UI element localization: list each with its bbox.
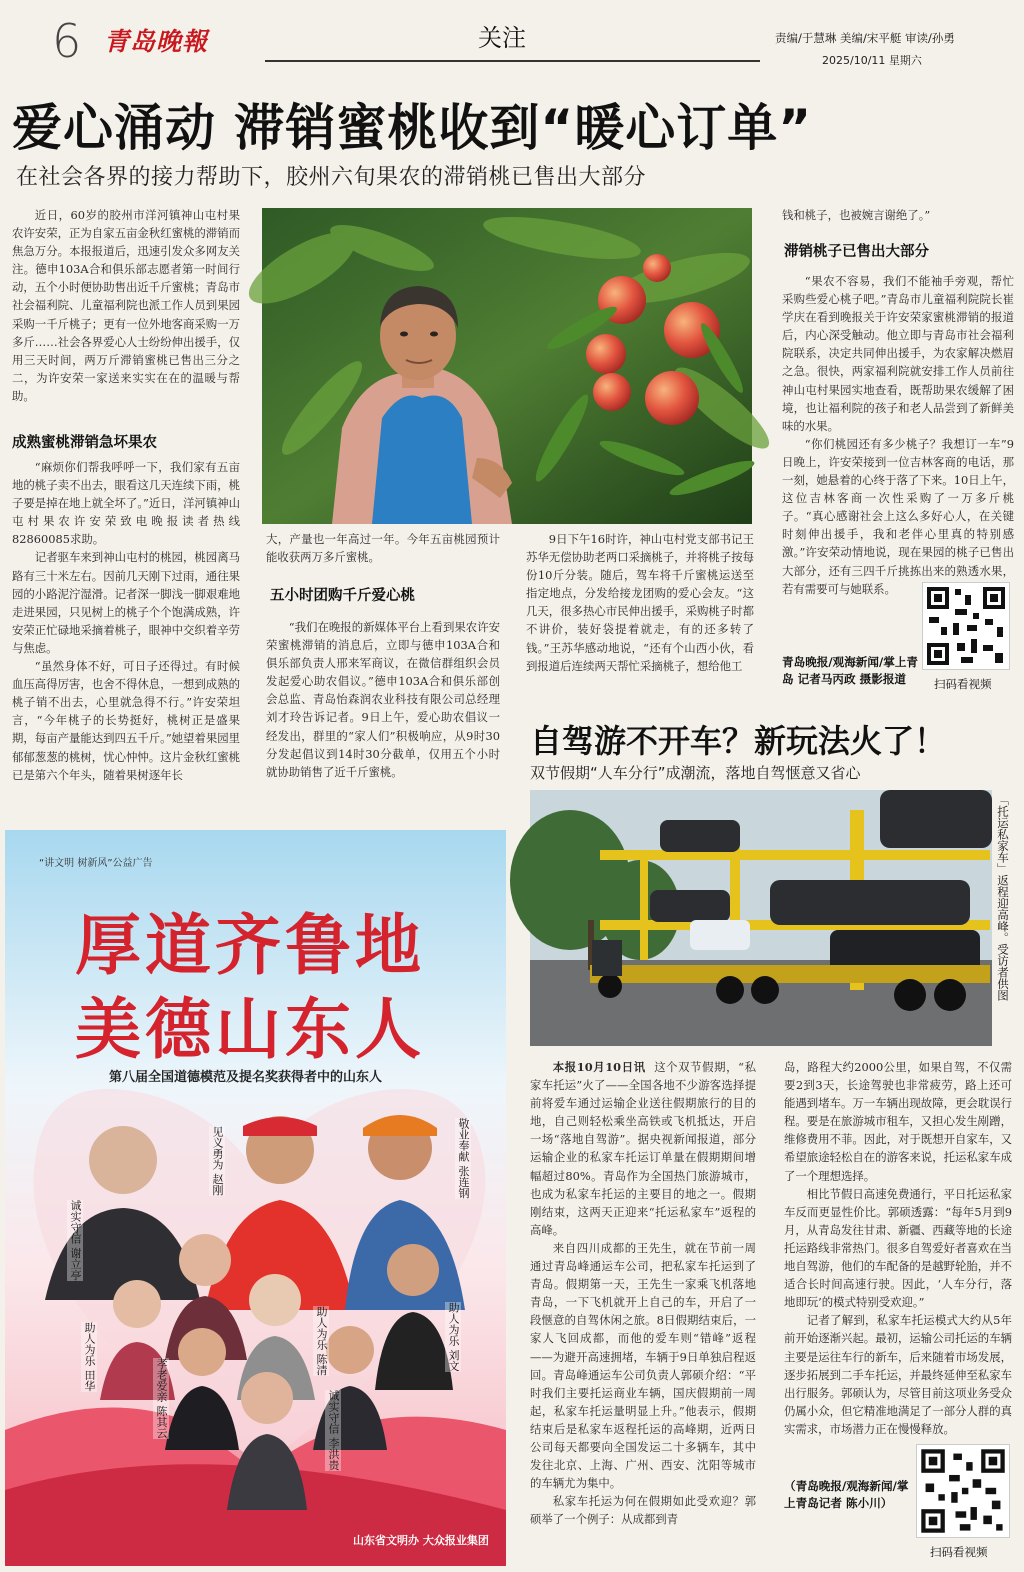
page-number: 6 — [52, 14, 82, 68]
paragraph: 岛，路程大约2000公里，如果自驾，不仅需要2到3天，长途驾驶也非常疲劳，路上还可能遇到堵车。万一车辆出现故障，更会耽误行程。要是在旅游城市租车，又担心发生剐蹭，维修费用不菲。因此，对于既想开自家车，又希望旅途轻松自在的游客来说，托运私家车成了一个理想选择。 — [784, 1060, 1012, 1183]
paragraph: “虽然身体不好，可日子还得过。有时候血压高得厉害，也舍不得休息，一想到成熟的桃子销不出去，心里就急得不行。”许安荣坦言，“今年桃子的长势挺好，桃树正是盛果期，每亩产量能达到四五千斤。”她望着果园里郁郁葱葱的桃树，忧心忡忡。这片金秋红蜜桃已是第六个年头，随着果树逐年长 — [12, 659, 240, 782]
ad-footer: 山东省文明办 大众报业集团 — [353, 1534, 489, 1547]
main-headline: 爱心涌动 滞销蜜桃收到“暖心订单” — [12, 99, 813, 157]
story1-column-4 — [782, 272, 1014, 596]
qr-code-video-1[interactable] — [922, 582, 1010, 670]
qr-caption-1: 扫码看视频 — [934, 677, 992, 691]
public-service-ad — [5, 830, 506, 1566]
honoree-name: 见义勇为 赵刚 — [211, 1126, 224, 1196]
ad-title-line2: 美德山东人 — [75, 990, 425, 1068]
subheading-mostly-sold: 滞销桃子已售出大部分 — [784, 244, 929, 260]
lead-text: 近日，60岁的胶州市洋河镇神山屯村果农许安荣，正为自家五亩金秋红蜜桃的滞销而焦急万分。本报报道后，迅速引发众多网友关注。德申103A合和俱乐部志愿者第一时间行动，五个小时便协助售出近千斤蜜桃；青岛市社会福利院、儿童福利院也派工作人员到果园采购一千斤桃子；更有一位外地客商采购一万多斤……社会各界爱心人士纷纷伸出援手，仅用三天时间，两万斤滞销蜜桃已售出三分之二，为许安荣一家送来实实在在的温暖与帮助。 — [12, 208, 240, 403]
story2-byline: （青岛晚报/观海新闻/掌上青岛记者 陈小川） — [784, 1479, 909, 1510]
paragraph: “果农不容易，我们不能袖手旁观，帮忙采购些爱心桃子吧。”青岛市儿童福利院院长崔学庆在看到晚报关于许安荣家蜜桃滞销的报道后，内心深受触动。他立即与青岛市社会福利院联系，决定共同伸出援手，为农家解决燃眉之急。很快，两家福利院就安排工作人员前往神山屯村果园实地查看，既帮助果农缓解了困境，也让福利院的孩子和老人品尝到了新鲜美味的水果。 — [782, 274, 1014, 433]
paragraph: “我们在晚报的新媒体平台上看到果农许安荣蜜桃滞销的消息后，立即与德申103A合和俱乐部负责人邢来军商议，在微信群组织会员发起爱心助农倡议。”德申103A合和俱乐部创会总监、青岛怡森润农业科技有限公司总经理刘才玲告诉记者。9日上午，爱心助农倡议一经发出，群里的“家人们”积极响应，从9时30分发起倡议到14时30分截单，仅用五个小时就协助销售了近千斤蜜桃。 — [266, 620, 500, 779]
story1-column-1 — [12, 458, 240, 816]
story1-column-4-top — [782, 206, 1014, 226]
ad-title-line1: 厚道齐鲁地 — [75, 906, 425, 984]
issue-date: 2025/10/11 星期六 — [822, 54, 922, 67]
story1-column-2-top — [266, 530, 500, 570]
story2-column-2 — [784, 1058, 1012, 1438]
paragraph: 相比节假日高速免费通行，平日托运私家车反而更显性价比。郭硕透露：“每年5月到9月，从青岛发往甘肃、新疆、西藏等地的长途托运路线非常热门。很多自驾爱好者喜欢在当地自驾游，他们的车配备的是越野轮胎，并不适合长时间高速行驶。因此，‘人车分行，落地即玩’的模式特别受欢迎。” — [784, 1186, 1012, 1310]
photo-peach-farmer — [262, 208, 752, 524]
paragraph: “麻烦你们帮我呼呼一下，我们家有五亩地的桃子卖不出去，眼看这几天连续下雨，桃子要是掉在地上就全坏了。”近日，洋河镇神山屯村果农许安荣致电晚报读者热线82860085求助。 — [12, 460, 240, 547]
photo-caption-car: 「托运私家车」返程迎高峰。受访者供图 — [996, 794, 1010, 1001]
story1-byline: 青岛晚报/观海新闻/掌上青岛 记者马丙政 摄影报道 — [782, 655, 919, 686]
dateline: 本报10月10日讯 — [552, 1060, 646, 1074]
honoree-name: 诚实守信 谢立亭 — [69, 1200, 82, 1281]
editor-credits: 责编/于慧琳 美编/宋平艇 审读/孙勇 — [775, 31, 955, 45]
honoree-name: 孝老爱亲 陈其云 — [155, 1358, 168, 1439]
paragraph — [530, 1058, 756, 1239]
ad-tag: “讲文明 树新风”公益广告 — [39, 858, 153, 869]
lead-paragraph — [12, 206, 240, 422]
subheading-group-buy: 五小时团购千斤爱心桃 — [270, 588, 415, 604]
paragraph: 9日下午16时许，神山屯村党支部书记王苏华无偿协助老两口采摘桃子，并将桃子按每份10斤分装。随后，驾车将千斤蜜桃运送至指定地点，分发给接龙团购的爱心会友。“这几天，很多热心市民伸出援手，采购桃子时都不讲价，装好袋提着就走，有的还多转了钱。”王苏华感动地说，“还有个山西小伙，看到报道后连续两天帮忙采摘桃子，想给他工 — [526, 532, 754, 673]
honoree-name: 助人为乐 田华 — [83, 1322, 96, 1392]
main-subheadline: 在社会各界的接力帮助下，胶州六旬果农的滞销桃已售出大部分 — [16, 165, 647, 190]
paragraph: 私家车托运为何在假期如此受欢迎？郭硕举了一个例子：从成都到青 — [530, 1494, 756, 1527]
honoree-name: 诚实守信 李洪贵 — [327, 1390, 340, 1471]
honoree-name: 敬业奉献 张连钢 — [457, 1118, 470, 1199]
story2-subheadline: 双节假期“人车分行”成潮流，落地自驾惬意又省心 — [530, 764, 861, 782]
paragraph: “你们桃园还有多少桃子？我想订一车”9日晚上，许安荣接到一位吉林客商的电话，那一刻，她悬着的心终于落了下来。10日上午，这位吉林客商一次性采购了一万多斤桃子。“真心感谢社会上这么多好心人，在关键时刻伸出援手，我和老伴心里真的特别感激。”许安荣动情地说，现在果园的桃子已售出大部分，还有三四千斤挑拣出来的熟透水果，若有需要可与她联系。 — [782, 436, 1014, 596]
honoree-name: 助人为乐 刘文 — [447, 1302, 460, 1372]
story1-column-3 — [526, 530, 754, 690]
header-divider — [265, 60, 760, 62]
story1-column-2 — [266, 618, 500, 816]
photo-car-carrier — [530, 790, 992, 1046]
section-title: 关注 — [478, 24, 526, 52]
qr-icon — [923, 583, 1009, 669]
paragraph: 记者驱车来到神山屯村的桃园，桃园离马路有三十米左右。因前几天刚下过雨，通往果园的小路泥泞湿滑。记者深一脚浅一脚艰难地走进果园，只见树上的桃子个个饱满成熟，许安荣正忙碌地采摘着桃子，眼神中交织着辛劳与焦虑。 — [12, 550, 240, 655]
qr-icon — [917, 1445, 1009, 1537]
qr-caption-2: 扫码看视频 — [930, 1545, 988, 1559]
story2-headline: 自驾游不开车？新玩法火了！ — [530, 722, 947, 760]
story2-column-1 — [530, 1058, 756, 1566]
paragraph-text: 这个双节假期，“私家车托运”火了——全国各地不少游客选择提前将爱车通过运输企业送往假期旅行的目的地，自己则轻松乘坐高铁或飞机抵达，开启一场“落地自驾游”。据央视新闻报道，部分运输企业的私家车托运订单量在假期期间增幅超过80%。青岛作为全国热门旅游城市，也成为私家车托运的主要目的地之一。假期刚结束，这两天正迎来“托运私家车”返程的高峰。 — [530, 1060, 757, 1237]
ad-subtitle: 第八届全国道德模范及提名奖获得者中的山东人 — [109, 1070, 383, 1085]
qr-code-video-2[interactable] — [916, 1444, 1010, 1538]
honoree-name: 助人为乐 陈清 — [315, 1306, 328, 1376]
masthead-logo: 青岛晚報 — [104, 27, 209, 56]
paragraph: 记者了解到，私家车托运模式大约从5年前开始逐渐兴起。最初，运输公司托运的车辆主要是运往车行的新车，后来随着市场发展，逐步拓展到二手车托运，并最终延伸至私家车出行服务。郭硕认为，尽管目前这项业务受众仍属小众，但它精准地满足了一部分人群的真实需求，市场潜力正在慢慢释放。 — [784, 1313, 1012, 1436]
subheading-unsold-peaches: 成熟蜜桃滞销急坏果农 — [12, 435, 157, 451]
paragraph: 来自四川成都的王先生，就在节前一周通过青岛峰通运车公司，把私家车托运到了青岛。假期第一天，王先生一家乘飞机落地青岛，一下飞机就开上自己的车，开启了一段惬意的自驾休闲之旅。8日假期结束后，一家人飞回成都，而他的爱车则“错峰”返程——为避开高速拥堵，车辆于9日单独启程返回。青岛峰通运车公司负责人郭硕介绍：“平时我们主要托运商业车辆，国庆假期前一周起，私家车托运量明显上升。”他表示，假期结束后是私家车返程托运的高峰期，近两日公司每天都要向全国发运二十多辆车，其中发往北京、上海、广州、西安、沈阳等城市的车辆尤为集中。 — [530, 1240, 756, 1491]
paragraph: 钱和桃子，也被婉言谢绝了。” — [782, 208, 931, 222]
story1-column-4-cont — [782, 578, 918, 658]
paragraph: 大，产量也一年高过一年。今年五亩桃园预计能收获两万多斤蜜桃。 — [266, 532, 500, 565]
